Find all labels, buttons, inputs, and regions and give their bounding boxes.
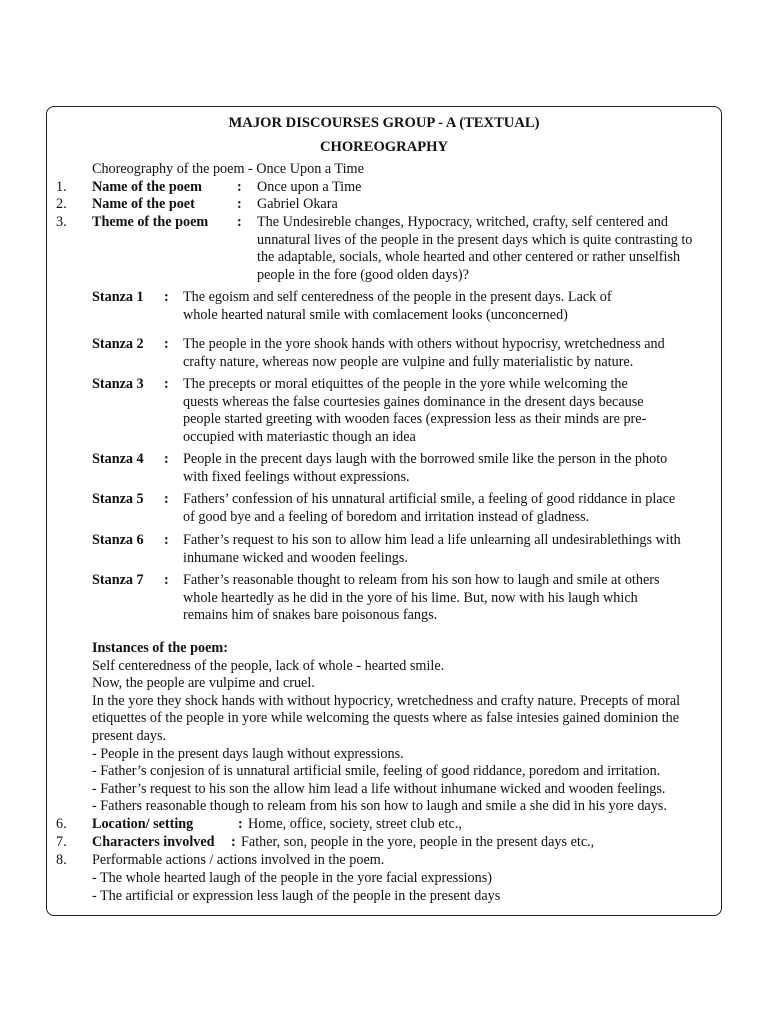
item-label: Location/ setting xyxy=(92,816,194,832)
stanza-line: inhumane wicked and wooden feelings. xyxy=(183,549,408,566)
instance-line: Now, the people are vulpime and cruel. xyxy=(92,675,315,692)
stanza-colon: : xyxy=(164,491,169,507)
instance-line: Self centeredness of the people, lack of whole - hearted smile. xyxy=(92,657,445,674)
stanza-label: Stanza 7 xyxy=(92,572,144,588)
stanza-line: people started greeting with wooden faces (expression less as their minds are pre- xyxy=(183,411,647,428)
stanza-line: crafty nature, whereas now people are vulpine and fully materialistic by nature. xyxy=(183,353,634,370)
action-line: - The whole hearted laugh of the people in the yore facial expressions) xyxy=(92,870,492,886)
stanza-line: Father’s request to his son to allow him lead a life unlearning all undesirablethings with xyxy=(183,532,681,548)
stanza-colon: : xyxy=(164,451,169,467)
stanza-colon: : xyxy=(164,376,169,392)
value-line: the adaptable, socials, whole hearted and other centered or rather unselfish xyxy=(257,249,681,266)
stanza-line: occupied with materiastic though an idea xyxy=(183,428,416,445)
stanza-label: Stanza 2 xyxy=(92,336,144,352)
stanza-line: The precepts or moral etiquittes of the people in the yore while welcoming the xyxy=(183,376,628,392)
stanza-line: of good bye and a feeling of boredom and irritation instead of gladness. xyxy=(183,508,590,525)
instance-line: In the yore they shock hands with without hypocricy, wretchedness and crafty nature. Precepts of moral xyxy=(92,692,681,709)
item-number: 8. xyxy=(56,852,67,868)
stanza-line: Fathers’ confession of his unnatural artificial smile, a feeling of good riddance in place xyxy=(183,491,676,507)
actions-list xyxy=(92,870,500,905)
item-label: Characters involved xyxy=(92,834,215,850)
stanza-label: Stanza 5 xyxy=(92,491,144,507)
stanza-line: remains him of snakes bare poisonous fangs. xyxy=(183,607,438,624)
stanza-colon: : xyxy=(164,289,169,305)
instances-heading: Instances of the poem: xyxy=(92,640,228,656)
instance-line: - Father’s request to his son the allow him lead a life without inhumane wicked and wooden feelings. xyxy=(92,780,666,797)
item-label: Name of the poet xyxy=(92,196,195,212)
stanza-line: Father’s reasonable thought to releam from his son how to laugh and smile at others xyxy=(183,572,660,588)
stanza-line: The people in the yore shook hands with others without hypocrisy, wretchedness and xyxy=(183,336,665,352)
item-value xyxy=(257,214,692,284)
item-colon: : xyxy=(237,179,242,195)
item-number: 1. xyxy=(56,179,67,195)
item-value: Performable actions / actions involved in the poem. xyxy=(92,852,385,868)
instances-section xyxy=(92,640,680,816)
item-label: Name of the poem xyxy=(92,179,202,195)
stanza-text xyxy=(183,532,718,567)
item-colon: : xyxy=(237,214,242,230)
stanza-text xyxy=(183,336,718,371)
item-value: Once upon a Time xyxy=(257,179,362,195)
stanza-label: Stanza 6 xyxy=(92,532,144,548)
instance-line: - People in the present days laugh without expressions. xyxy=(92,745,404,762)
stanza-text xyxy=(183,289,718,324)
document-subheading: CHOREOGRAPHY xyxy=(319,139,449,155)
item-number: 3. xyxy=(56,214,67,230)
item-number: 7. xyxy=(56,834,67,850)
value-line: unnatural lives of the people in the present days which is quite contrasting to xyxy=(257,231,693,248)
item-value: Gabriel Okara xyxy=(257,196,338,212)
stanza-text xyxy=(183,451,718,486)
stanza-label: Stanza 4 xyxy=(92,451,144,467)
stanza-text xyxy=(183,376,718,446)
stanza-colon: : xyxy=(164,336,169,352)
stanza-line: with fixed feelings without expressions. xyxy=(183,468,410,485)
instance-line: etiquettes of the people in yore while welcoming the quests where as false intesies gained dominion the xyxy=(92,710,680,727)
stanza-label: Stanza 3 xyxy=(92,376,144,392)
item-label: Theme of the poem xyxy=(92,214,209,230)
stanza-line: The egoism and self centeredness of the people in the present days. Lack of xyxy=(183,289,612,305)
item-value: Home, office, society, street club etc., xyxy=(248,816,462,832)
document-heading: MAJOR DISCOURSES GROUP - A (TEXTUAL) xyxy=(228,115,540,131)
stanza-line: whole heartedly as he did in the yore of his lime. But, now with his laugh which xyxy=(183,589,638,606)
instance-line: present days. xyxy=(92,727,167,744)
item-number: 2. xyxy=(56,196,67,212)
stanza-colon: : xyxy=(164,532,169,548)
item-value: Father, son, people in the yore, people in the present days etc., xyxy=(241,834,595,850)
action-line: - The artificial or expression less laugh of the people in the present days xyxy=(92,887,501,904)
value-line: The Undesireble changes, Hypocracy, writched, crafty, self centered and xyxy=(257,214,668,230)
item-number: 6. xyxy=(56,816,67,832)
item-colon: : xyxy=(231,834,236,850)
intro-line: Choreography of the poem - Once Upon a Time xyxy=(92,161,364,177)
item-colon: : xyxy=(238,816,243,832)
stanza-line: People in the precent days laugh with the borrowed smile like the person in the photo xyxy=(183,451,668,467)
stanza-text xyxy=(183,491,718,526)
stanza-text xyxy=(183,572,718,625)
stanza-label: Stanza 1 xyxy=(92,289,144,305)
stanza-colon: : xyxy=(164,572,169,588)
instance-line: - Father’s conjesion of is unnatural artificial smile, feeling of good riddance, poredom and irritation. xyxy=(92,763,661,780)
item-colon: : xyxy=(237,196,242,212)
value-line: people in the fore (good olden days)? xyxy=(257,266,469,283)
instance-line: - Fathers reasonable though to releam from his son how to laugh and smile a she did in his yore days. xyxy=(92,798,667,815)
stanza-line: whole hearted natural smile with comlacement looks (unconcerned) xyxy=(183,306,568,323)
stanza-line: quests whereas the false courtesies gaines dominance in the dresent days because xyxy=(183,393,644,410)
